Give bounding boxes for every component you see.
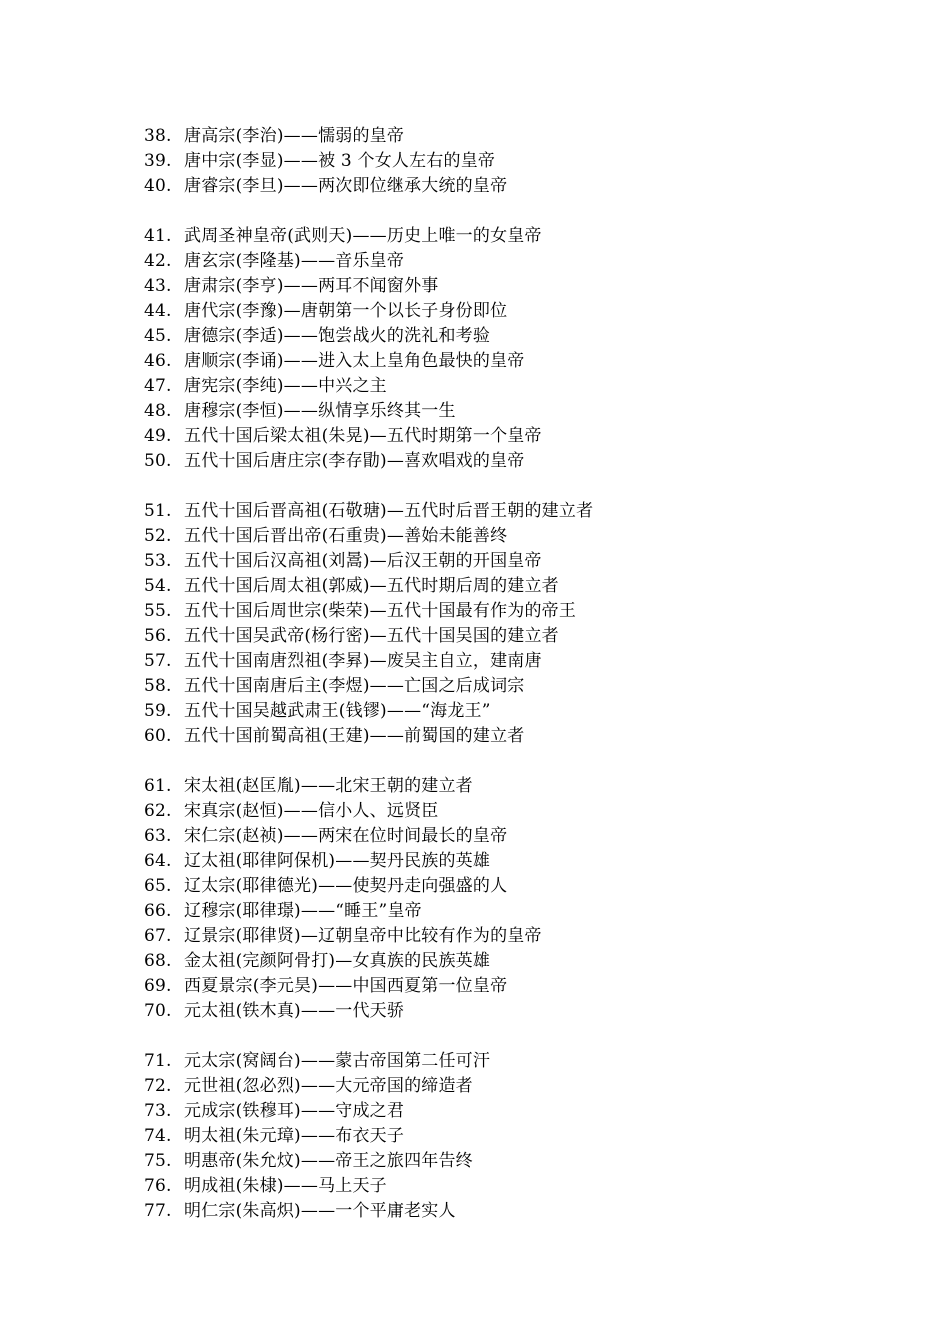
list-item [144, 599, 904, 624]
list-item [144, 949, 904, 974]
item-number: 70. [144, 1001, 172, 1021]
list-item [144, 1074, 904, 1099]
item-text: 辽太祖(耶律阿保机)——契丹民族的英雄 [184, 851, 491, 871]
item-number: 54. [144, 576, 172, 596]
item-number: 74. [144, 1126, 172, 1146]
item-number: 47. [144, 376, 172, 396]
item-text: 五代十国后汉高祖(刘暠)—后汉王朝的开国皇帝 [184, 551, 542, 571]
list-group [144, 774, 904, 1024]
item-text: 元太宗(窝阔台)——蒙古帝国第二任可汗 [184, 1051, 491, 1071]
list-item [144, 774, 904, 799]
list-item [144, 224, 904, 249]
list-group [144, 224, 904, 474]
item-text: 五代十国后晋出帝(石重贵)—善始未能善终 [184, 526, 508, 546]
item-number: 56. [144, 626, 172, 646]
item-number: 39. [144, 151, 172, 171]
list-item [144, 149, 904, 174]
list-item [144, 524, 904, 549]
item-number: 67. [144, 926, 172, 946]
list-item [144, 649, 904, 674]
item-text: 元成宗(铁穆耳)——守成之君 [184, 1101, 405, 1121]
item-number: 42. [144, 251, 172, 271]
item-number: 58. [144, 676, 172, 696]
item-number: 43. [144, 276, 172, 296]
item-number: 64. [144, 851, 172, 871]
item-text: 五代十国前蜀高祖(王建)——前蜀国的建立者 [184, 726, 525, 746]
item-number: 41. [144, 226, 172, 246]
item-number: 77. [144, 1201, 172, 1221]
item-text: 金太祖(完颜阿骨打)—女真族的民族英雄 [184, 951, 491, 971]
item-number: 62. [144, 801, 172, 821]
item-text: 明成祖(朱棣)——马上天子 [184, 1176, 387, 1196]
item-number: 40. [144, 176, 172, 196]
list-item [144, 1149, 904, 1174]
list-item [144, 699, 904, 724]
item-text: 唐高宗(李治)——懦弱的皇帝 [184, 126, 405, 146]
list-item [144, 674, 904, 699]
item-number: 45. [144, 326, 172, 346]
list-item [144, 899, 904, 924]
item-text: 元世祖(忽必烈)——大元帝国的缔造者 [184, 1076, 473, 1096]
list-item [144, 974, 904, 999]
list-item [144, 1199, 904, 1224]
item-text: 唐玄宗(李隆基)——音乐皇帝 [184, 251, 405, 271]
list-item [144, 924, 904, 949]
item-text: 明仁宗(朱高炽)——一个平庸老实人 [184, 1201, 456, 1221]
list-item [144, 1099, 904, 1124]
item-text: 唐德宗(李适)——饱尝战火的洗礼和考验 [184, 326, 491, 346]
item-number: 75. [144, 1151, 172, 1171]
item-number: 53. [144, 551, 172, 571]
list-item [144, 124, 904, 149]
item-text: 武周圣神皇帝(武则天)——历史上唯一的女皇帝 [184, 226, 542, 246]
list-item [144, 174, 904, 199]
item-number: 55. [144, 601, 172, 621]
item-number: 61. [144, 776, 172, 796]
item-text: 五代十国吴越武肃王(钱镠)——“海龙王” [184, 701, 491, 721]
list-item [144, 874, 904, 899]
list-item [144, 1174, 904, 1199]
list-item [144, 724, 904, 749]
list-item [144, 399, 904, 424]
item-text: 西夏景宗(李元昊)——中国西夏第一位皇帝 [184, 976, 508, 996]
list-item [144, 574, 904, 599]
list-item [144, 499, 904, 524]
item-text: 辽太宗(耶律德光)——使契丹走向强盛的人 [184, 876, 508, 896]
item-text: 唐代宗(李豫)—唐朝第一个以长子身份即位 [184, 301, 508, 321]
emperor-list [144, 124, 904, 1249]
item-text: 五代十国后周太祖(郭威)—五代时期后周的建立者 [184, 576, 559, 596]
item-number: 65. [144, 876, 172, 896]
item-text: 五代十国南唐烈祖(李昪)—废吴主自立，建南唐 [184, 651, 542, 671]
list-item [144, 349, 904, 374]
list-item [144, 274, 904, 299]
item-number: 73. [144, 1101, 172, 1121]
item-text: 五代十国吴武帝(杨行密)—五代十国吴国的建立者 [184, 626, 559, 646]
item-number: 68. [144, 951, 172, 971]
item-number: 63. [144, 826, 172, 846]
item-number: 51. [144, 501, 172, 521]
item-text: 辽穆宗(耶律璟)——“睡王”皇帝 [184, 901, 422, 921]
item-text: 五代十国后周世宗(柴荣)—五代十国最有作为的帝王 [184, 601, 577, 621]
item-number: 59. [144, 701, 172, 721]
item-text: 辽景宗(耶律贤)—辽朝皇帝中比较有作为的皇帝 [184, 926, 542, 946]
item-number: 49. [144, 426, 172, 446]
list-group [144, 1049, 904, 1224]
item-number: 50. [144, 451, 172, 471]
list-item [144, 799, 904, 824]
item-text: 五代十国后梁太祖(朱晃)—五代时期第一个皇帝 [184, 426, 542, 446]
item-number: 66. [144, 901, 172, 921]
item-number: 72. [144, 1076, 172, 1096]
item-text: 唐穆宗(李恒)——纵情享乐终其一生 [184, 401, 456, 421]
item-number: 52. [144, 526, 172, 546]
item-text: 五代十国南唐后主(李煜)——亡国之后成词宗 [184, 676, 525, 696]
item-text: 明太祖(朱元璋)——布衣天子 [184, 1126, 405, 1146]
list-item [144, 449, 904, 474]
list-group [144, 499, 904, 749]
item-text: 唐顺宗(李诵)——进入太上皇角色最快的皇帝 [184, 351, 525, 371]
item-text: 明惠帝(朱允炆)——帝王之旅四年告终 [184, 1151, 473, 1171]
list-item [144, 849, 904, 874]
item-text: 唐中宗(李显)——被 3 个女人左右的皇帝 [184, 151, 496, 171]
list-item [144, 1124, 904, 1149]
item-text: 宋太祖(赵匡胤)——北宋王朝的建立者 [184, 776, 473, 796]
list-item [144, 624, 904, 649]
item-number: 44. [144, 301, 172, 321]
item-number: 38. [144, 126, 172, 146]
item-number: 71. [144, 1051, 172, 1071]
item-text: 宋真宗(赵恒)——信小人、远贤臣 [184, 801, 439, 821]
list-item [144, 549, 904, 574]
item-number: 46. [144, 351, 172, 371]
item-text: 五代十国后晋高祖(石敬瑭)—五代时后晋王朝的建立者 [184, 501, 594, 521]
item-number: 57. [144, 651, 172, 671]
list-item [144, 424, 904, 449]
list-item [144, 374, 904, 399]
item-number: 76. [144, 1176, 172, 1196]
list-item [144, 299, 904, 324]
item-text: 唐肃宗(李亨)——两耳不闻窗外事 [184, 276, 439, 296]
item-text: 元太祖(铁木真)——一代天骄 [184, 1001, 405, 1021]
list-item [144, 249, 904, 274]
list-item [144, 324, 904, 349]
list-group [144, 124, 904, 199]
item-text: 唐睿宗(李旦)——两次即位继承大统的皇帝 [184, 176, 508, 196]
list-item [144, 824, 904, 849]
item-text: 五代十国后唐庄宗(李存勖)—喜欢唱戏的皇帝 [184, 451, 525, 471]
list-item [144, 1049, 904, 1074]
item-number: 60. [144, 726, 172, 746]
item-text: 宋仁宗(赵祯)——两宋在位时间最长的皇帝 [184, 826, 508, 846]
item-number: 69. [144, 976, 172, 996]
item-text: 唐宪宗(李纯)——中兴之主 [184, 376, 387, 396]
item-number: 48. [144, 401, 172, 421]
list-item [144, 999, 904, 1024]
